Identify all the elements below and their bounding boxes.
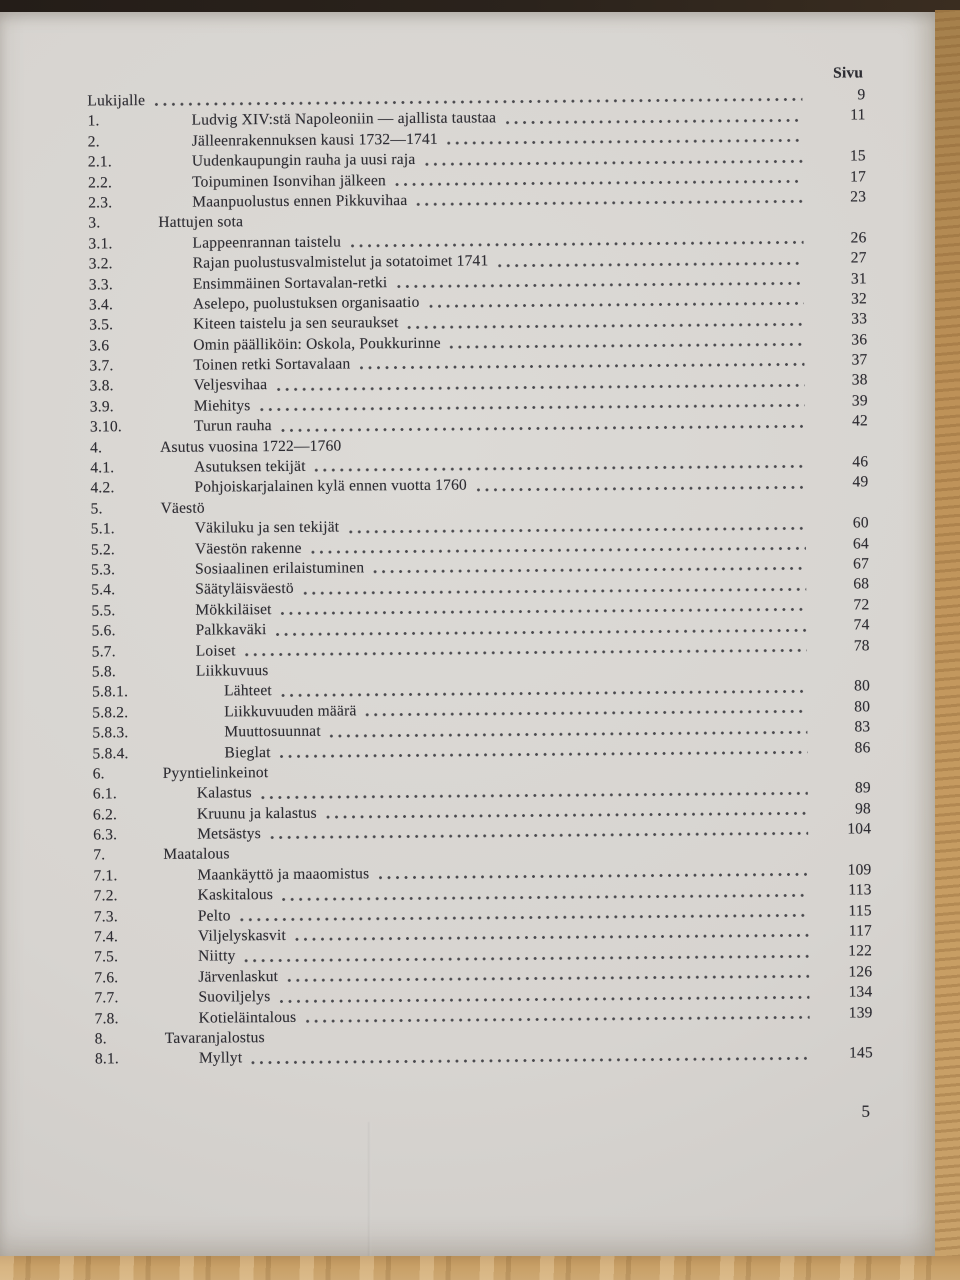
toc-entry-title: Tavaranjalostus (164, 1029, 265, 1047)
toc-entry-number: 7.8. (94, 1009, 119, 1028)
toc-entry-page: 109 (847, 861, 872, 879)
dotted-leader (416, 199, 803, 207)
toc-entry-page: 67 (853, 555, 870, 573)
toc-entry-number: 5.8.2. (92, 703, 129, 722)
dotted-leader (154, 97, 802, 107)
dotted-leader (305, 1015, 809, 1024)
toc-entry-page: 23 (850, 188, 867, 206)
toc-entry-number: 3.5. (89, 316, 114, 334)
dotted-leader (326, 811, 808, 820)
toc-entry-title: Mökkiläiset (195, 600, 272, 619)
dotted-leader (276, 383, 804, 392)
toc-entry-page: 31 (850, 269, 867, 287)
dotted-leader (275, 627, 806, 636)
toc-entry-page: 26 (850, 229, 867, 247)
toc-entry-title: Muuttosuunnat (224, 722, 321, 741)
dotted-leader (476, 485, 806, 493)
dotted-leader (240, 913, 809, 922)
toc-entry-title: Kalastus (196, 784, 252, 802)
toc-entry-number: 3.9. (89, 398, 114, 416)
dotted-leader (261, 791, 808, 800)
desk-edge-bottom (0, 1256, 960, 1280)
toc-entry-title: Kruunu ja kalastus (196, 804, 317, 823)
dotted-leader (378, 872, 808, 880)
toc-entry-number: 5.5. (91, 602, 116, 620)
toc-entry-number: 3. (88, 214, 101, 232)
toc-entry-number: 8. (94, 1030, 107, 1048)
toc-entry-page: 60 (852, 514, 869, 532)
toc-entry-number: 5.8.1. (91, 683, 129, 701)
dotted-leader (295, 933, 809, 942)
toc-entry-titlewrap (165, 1044, 819, 1070)
dotted-leader (330, 729, 808, 738)
dotted-leader (373, 566, 806, 574)
toc-entry-page: 38 (851, 371, 868, 389)
toc-entry-number: 1. (87, 112, 100, 130)
toc-entry-page: 33 (851, 310, 868, 328)
toc-entry-number: 5. (90, 500, 103, 518)
toc-entry-number: 7.5. (94, 948, 119, 966)
toc-entry-page: 32 (851, 290, 868, 308)
toc-entry-number: 6.2. (92, 805, 118, 824)
dotted-leader (280, 750, 808, 759)
toc-entry-title: Asutuksen tekijät (194, 457, 306, 476)
dotted-leader (366, 709, 808, 717)
dotted-leader (497, 260, 803, 267)
toc-entry-page: 86 (854, 738, 871, 756)
toc-entry-title: Maatalous (163, 845, 230, 864)
table-of-contents (87, 64, 873, 1070)
toc-entry-title: Lukijalle (87, 92, 146, 110)
toc-entry-number: 7.7. (94, 989, 119, 1007)
dotted-leader (348, 525, 806, 534)
toc-entry-page: 126 (848, 963, 873, 981)
toc-entry-number: 3.3. (88, 275, 113, 293)
dotted-leader (281, 424, 805, 433)
paper-page (0, 12, 938, 1258)
toc-entry-page: 80 (854, 698, 871, 716)
toc-entry-number: 7.3. (93, 907, 118, 926)
dotted-leader (281, 689, 807, 698)
dotted-leader (447, 138, 803, 146)
toc-entry-page: 83 (854, 718, 871, 736)
toc-entry-number: 5.6. (91, 622, 116, 640)
dotted-leader (359, 362, 804, 370)
dotted-leader (282, 892, 809, 901)
dotted-leader (450, 342, 805, 350)
toc-entry-page: 98 (855, 800, 872, 818)
toc-entry-title: Kaskitalous (197, 886, 274, 904)
desk-edge-right (935, 10, 960, 1280)
toc-entry-title: Ludvig XIV:stä Napoleoniin — ajallista taustaa (191, 109, 497, 130)
toc-entry-number: 2.2. (87, 173, 113, 192)
toc-entry-number: 4.1. (90, 459, 115, 477)
toc-entry-page: 68 (853, 575, 870, 593)
toc-entry-title: Suoviljelys (198, 988, 271, 1006)
dotted-leader (311, 546, 806, 555)
toc-entry-title: Metsästys (197, 825, 262, 843)
dotted-leader (396, 281, 803, 289)
toc-entry-number: 4. (90, 439, 103, 457)
dotted-leader (245, 648, 807, 657)
page-crease (368, 1122, 371, 1268)
dotted-leader (429, 301, 805, 309)
toc-entry-number: 5.8.4. (92, 744, 129, 762)
toc-entry-page: 15 (849, 147, 866, 165)
toc-entry-title: Kotieläintalous (198, 1008, 297, 1027)
dotted-leader (350, 240, 803, 249)
toc-entry-page: 80 (854, 677, 871, 695)
toc-entry-title: Toipuminen Isonvihan jälkeen (191, 171, 387, 191)
toc-entry-page: 11 (850, 106, 866, 124)
toc-entry-title: Lappeenrannan taistelu (192, 233, 342, 252)
toc-entry-number: 5.3. (91, 561, 116, 579)
toc-entry-title: Säätyläisväestö (195, 580, 294, 599)
toc-entry-number: 2. (87, 133, 100, 151)
toc-entry-number: 3.2. (88, 255, 113, 273)
toc-entry-title: Hattujen sota (158, 213, 244, 232)
dotted-leader (270, 831, 808, 840)
toc-entry-page: 89 (854, 779, 871, 797)
toc-entry-title: Liikkuvuus (195, 662, 269, 680)
page-column-header: Sivu (833, 64, 864, 82)
toc-entry-number: 2.1. (87, 153, 113, 171)
toc-entry-page: 113 (848, 881, 872, 899)
toc-entry-page: 139 (848, 1003, 873, 1022)
toc-entry-title: Miehitys (193, 397, 251, 415)
toc-entry-number: 7. (93, 846, 106, 864)
toc-entry-page: 9 (857, 86, 866, 104)
toc-entry-title: Järvenlaskut (198, 967, 279, 986)
toc-entry-page: 17 (850, 167, 867, 186)
toc-entry-title: Myllyt (198, 1049, 243, 1067)
toc-entry-page: 122 (848, 942, 873, 960)
toc-entry-page: 49 (852, 473, 869, 491)
dotted-leader (245, 954, 810, 963)
toc-entry-title: Aselepo, puolustuksen organisaatio (192, 293, 420, 313)
toc-entry-number: 3.4. (88, 296, 114, 314)
toc-entry-number: 3.1. (88, 235, 113, 253)
toc-entry-title: Viljelyskasvit (197, 926, 287, 945)
toc-entry-title: Pelto (197, 906, 231, 925)
dotted-leader (408, 322, 805, 330)
toc-entry-title: Asutus vuosina 1722—1760 (160, 437, 342, 456)
toc-entry-title: Jälleenrakennuksen kausi 1732—1741 (191, 130, 438, 150)
dotted-leader (251, 1056, 810, 1065)
toc-entry-page: 37 (851, 351, 868, 369)
toc-entry-title: Sosiaalinen erilaistuminen (195, 559, 365, 578)
toc-entry-number: 5.7. (91, 642, 116, 661)
toc-entry-page: 134 (848, 983, 873, 1001)
toc-list (87, 85, 873, 1070)
dotted-leader (505, 118, 802, 125)
toc-entry-number: 3.10. (89, 418, 123, 436)
toc-entry-number: 5.1. (90, 520, 115, 538)
toc-entry-number: 3.8. (89, 377, 114, 395)
toc-entry-title: Palkkaväki (195, 621, 267, 639)
dotted-leader (260, 403, 805, 412)
toc-entry-page: 39 (851, 392, 868, 410)
toc-entry-number: 7.2. (93, 887, 118, 905)
toc-entry-title: Toinen retki Sortavalaan (193, 355, 351, 374)
toc-entry-number: 6. (92, 765, 105, 783)
toc-entry-number: 8.1. (94, 1050, 120, 1068)
toc-entry-number: 3.6 (89, 336, 110, 355)
toc-entry-number: 6.1. (92, 785, 117, 803)
toc-entry-number: 7.4. (93, 928, 119, 946)
toc-entry-title: Maanpuolustus ennen Pikkuvihaa (192, 191, 408, 211)
toc-entry-title: Lähteet (223, 682, 272, 700)
toc-entry-number: 7.1. (93, 867, 118, 885)
toc-entry-number: 2.3. (88, 194, 113, 212)
toc-entry-page: 72 (853, 596, 870, 614)
toc-entry-page: 36 (851, 331, 868, 349)
toc-entry-title: Väestö (160, 499, 205, 517)
toc-entry-title: Veljesvihaa (193, 376, 268, 395)
toc-entry-title: Kiteen taistelu ja sen seuraukset (193, 314, 399, 333)
toc-entry-page: 78 (853, 636, 870, 655)
toc-entry-title: Väkiluku ja sen tekijät (194, 518, 340, 537)
toc-entry-number: 5.4. (91, 581, 116, 599)
toc-entry-number: 7.6. (94, 969, 119, 987)
toc-entry-page: 27 (850, 249, 867, 267)
toc-entry-page: 104 (847, 820, 872, 838)
toc-entry-number: 5.8.3. (92, 724, 129, 742)
toc-entry-number: 4.2. (90, 479, 115, 497)
dotted-leader (424, 158, 802, 166)
dotted-leader (279, 994, 809, 1003)
toc-entry-title: Rajan puolustusvalmistelut ja sotatoimet 1741 (192, 252, 489, 272)
toc-entry-title: Väestön rakenne (194, 539, 302, 558)
toc-entry-page: 46 (852, 453, 869, 471)
toc-entry-title: Pyyntielinkeinot (162, 763, 269, 782)
toc-entry-page: 64 (852, 534, 869, 553)
toc-entry-title: Maankäyttö ja maaomistus (197, 865, 370, 884)
toc-entry-title: Bieglat (224, 743, 271, 761)
toc-entry-title: Pohjoiskarjalainen kylä ennen vuotta 1760 (194, 476, 468, 497)
toc-entry-number: 5.8. (91, 663, 117, 681)
dotted-leader (315, 464, 806, 473)
toc-entry-number: 5.2. (90, 540, 116, 559)
toc-entry-page: 115 (848, 901, 872, 920)
toc-entry-title: Ensimmäinen Sortavalan-retki (192, 273, 388, 293)
toc-entry-number: 3.7. (89, 357, 114, 375)
toc-entry-title: Turun rauha (193, 417, 272, 435)
dotted-leader (303, 587, 806, 596)
toc-entry-title: Liikkuvuuden määrä (224, 702, 357, 721)
toc-entry-page: 145 (848, 1044, 873, 1062)
toc-entry-page: 117 (848, 922, 873, 940)
toc-entry-title: Uudenkaupungin rauha ja uusi raja (191, 151, 416, 170)
dotted-leader (281, 607, 807, 616)
dotted-leader (287, 974, 809, 983)
toc-entry-page: 42 (851, 412, 869, 430)
toc-entry-title: Niitty (198, 947, 236, 966)
toc-entry-title: Loiset (195, 641, 236, 660)
folio-page-number: 5 (861, 1101, 871, 1121)
toc-entry-page: 74 (853, 616, 870, 634)
toc-entry-number: 6.3. (93, 826, 118, 844)
dotted-leader (395, 179, 803, 187)
toc-entry-title: Omin päälliköin: Oskola, Poukkurinne (193, 334, 441, 354)
